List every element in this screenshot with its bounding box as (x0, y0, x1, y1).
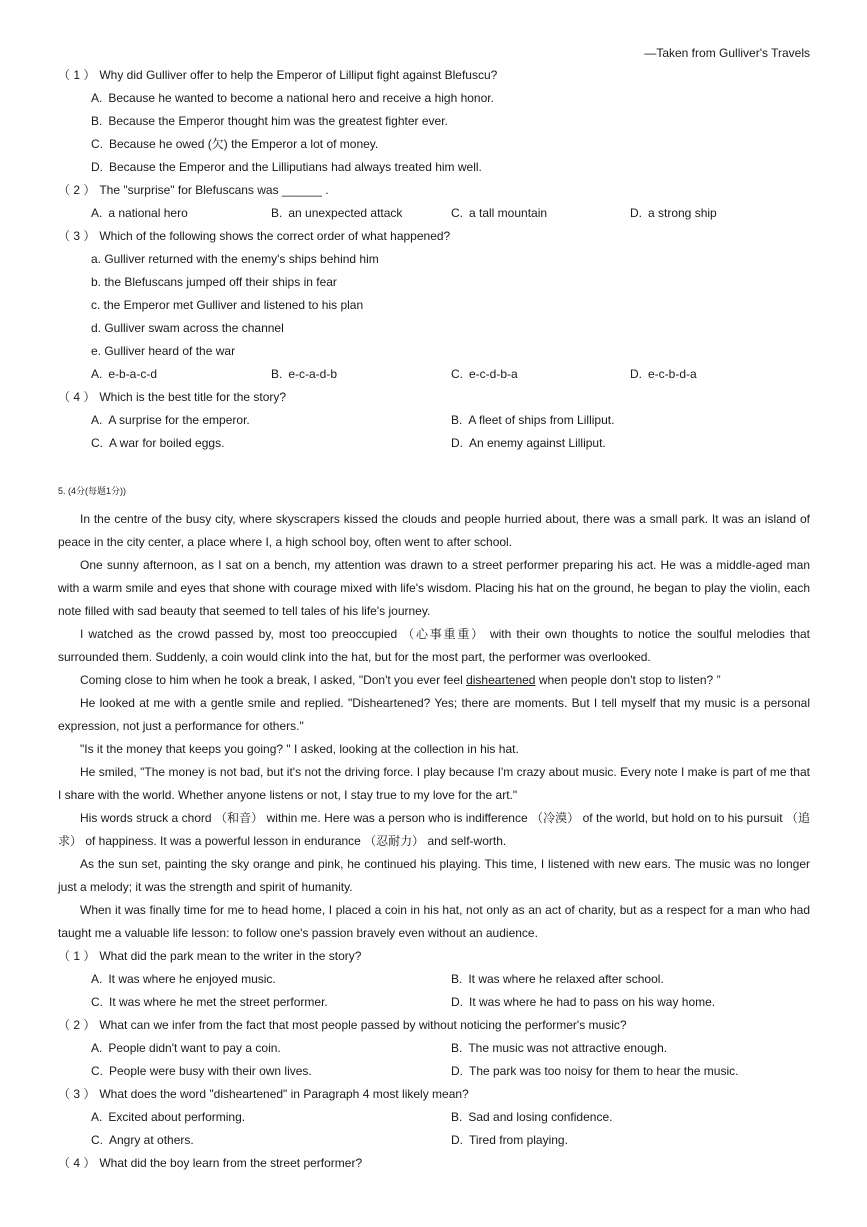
option-a[interactable]: A. e-b-a-c-d (91, 367, 158, 381)
question-number: （ 2 ） (58, 183, 96, 197)
option-row (58, 202, 810, 225)
source-attribution: —Taken from Gulliver's Travels (644, 46, 810, 60)
paragraph: "Is it the money that keeps you going? " I asked, looking at the collection in his hat. (80, 742, 519, 756)
option-row (58, 968, 810, 991)
event-item: e. Gulliver heard of the war (91, 344, 236, 358)
option-b[interactable]: B. It was where he relaxed after school. (451, 972, 664, 986)
question-text: The "surprise" for Blefuscans was ______ . (99, 183, 329, 197)
question-number: （ 4 ） (58, 1156, 96, 1170)
option-a[interactable]: A. People didn't want to pay a coin. (91, 1041, 281, 1055)
question-3 (58, 1083, 810, 1106)
option-row (58, 110, 810, 133)
question-1 (58, 64, 810, 87)
option-a[interactable]: A. Because he wanted to become a national hero and receive a high honor. (91, 91, 494, 105)
option-row (58, 156, 810, 179)
paragraph: When it was finally time for me to head home, I placed a coin in his hat, not only as an act of charity, but as a respect for a man who had taught me a valuable life lesson: to follow one's passion bravely even without an audience. (58, 903, 810, 940)
question-text: What did the park mean to the writer in the story? (99, 949, 362, 963)
question-text: Why did Gulliver offer to help the Emperor of Lilliput fight against Blefuscu? (99, 68, 498, 82)
option-b[interactable]: B. Because the Emperor thought him was the greatest fighter ever. (91, 114, 448, 128)
option-d[interactable]: D. a strong ship (630, 206, 717, 220)
question-text: What can we infer from the fact that most people passed by without noticing the performer's music? (99, 1018, 627, 1032)
paragraph: He looked at me with a gentle smile and replied. "Disheartened? Yes; there are moments. But I tell myself that my music is a personal expression, not just a performance for others." (58, 696, 810, 733)
option-row (58, 409, 810, 432)
option-row (58, 432, 810, 455)
question-text: Which is the best title for the story? (99, 390, 287, 404)
option-c[interactable]: C. It was where he met the street performer. (91, 995, 328, 1009)
paragraph: In the centre of the busy city, where skyscrapers kissed the clouds and people hurried about, there was a small park. It was an island of peace in the city center, a place where I, a high school boy, often went to after school. (58, 512, 810, 549)
paragraph: He smiled, "The money is not bad, but it's not the driving force. I play because I'm crazy about music. Every note I make is part of me that I share with the world. Whether anyone listens or not, I stay true to my love for the art." (58, 765, 810, 802)
event-item: d. Gulliver swam across the channel (91, 321, 284, 335)
option-d[interactable]: D. An enemy against Lilliput. (451, 436, 606, 450)
question-number: （ 1 ） (58, 68, 96, 82)
option-row (58, 87, 810, 110)
question-3 (58, 225, 810, 248)
event-item: a. Gulliver returned with the enemy's ships behind him (91, 252, 379, 266)
option-c[interactable]: C. a tall mountain (451, 206, 548, 220)
question-1 (58, 945, 810, 968)
question-number: （ 1 ） (58, 949, 96, 963)
option-c[interactable]: C. People were busy with their own lives. (91, 1064, 312, 1078)
option-c[interactable]: C. A war for boiled eggs. (91, 436, 225, 450)
paragraph: His words struck a chord （和音） within me. Here was a person who is indifference （冷漠） of the world, but hold on to his pursuit （追求） of happiness. It was a powerful lesson in endurance （忍耐力） and self-worth. (58, 811, 810, 848)
question-2 (58, 1014, 810, 1037)
event-item: b. the Blefuscans jumped off their ships in fear (91, 275, 337, 289)
option-row (58, 133, 810, 156)
question-text: What does the word "disheartened" in Paragraph 4 most likely mean? (99, 1087, 469, 1101)
option-d[interactable]: D. The park was too noisy for them to hear the music. (451, 1064, 739, 1078)
question-number: （ 3 ） (58, 1087, 96, 1101)
option-a[interactable]: A. A surprise for the emperor. (91, 413, 250, 427)
option-c[interactable]: C. Angry at others. (91, 1133, 194, 1147)
option-row (58, 1129, 810, 1152)
option-a[interactable]: A. Excited about performing. (91, 1110, 246, 1124)
option-c[interactable]: C. e-c-d-b-a (451, 367, 518, 381)
question-number: （ 4 ） (58, 390, 96, 404)
question-4 (58, 386, 810, 409)
paragraph: One sunny afternoon, as I sat on a bench, my attention was drawn to a street performer preparing his act. He was a middle-aged man with a warm smile and eyes that shone with courage mixed with life's wisdom. Placing his hat on the ground, he began to play the violin, each note filled with sad beauty that seemed to tell tales of his life's journey. (58, 558, 810, 618)
option-b[interactable]: B. e-c-a-d-b (271, 367, 338, 381)
option-a[interactable]: A. a national hero (91, 206, 188, 220)
paragraph: As the sun set, painting the sky orange and pink, he continued his playing. This time, I listened with new ears. The music was no longer just a melody; it was the strength and spirit of humanity. (58, 857, 810, 894)
question-2 (58, 179, 810, 202)
option-d[interactable]: D. Because the Emperor and the Lilliputians had always treated him well. (91, 160, 482, 174)
paragraph: I watched as the crowd passed by, most too preoccupied （心事重重） with their own thoughts to notice the soulful melodies that surrounded them. Suddenly, a coin would clink into the hat, but for the most part, the performer was overlooked. (58, 627, 810, 664)
question-4 (58, 1152, 810, 1175)
option-row (58, 1060, 810, 1083)
gulliver-questions (58, 64, 810, 455)
question-text: Which of the following shows the correct order of what happened? (99, 229, 451, 243)
option-a[interactable]: A. It was where he enjoyed music. (91, 972, 276, 986)
option-b[interactable]: B. Sad and losing confidence. (451, 1110, 613, 1124)
option-b[interactable]: B. an unexpected attack (271, 206, 403, 220)
option-d[interactable]: D. It was where he had to pass on his way home. (451, 995, 716, 1009)
section-heading: 5. (4分(每题1分)) (58, 486, 127, 496)
option-row (58, 363, 810, 386)
question-text: What did the boy learn from the street performer? (99, 1156, 363, 1170)
paragraph: Coming close to him when he took a break, I asked, "Don't you ever feel disheartened when people don't stop to listen? ” (80, 673, 721, 687)
event-item: c. the Emperor met Gulliver and listened to his plan (91, 298, 364, 312)
question-number: （ 2 ） (58, 1018, 96, 1032)
option-b[interactable]: B. The music was not attractive enough. (451, 1041, 668, 1055)
option-row (58, 991, 810, 1014)
option-d[interactable]: D. Tired from playing. (451, 1133, 568, 1147)
option-c[interactable]: C. Because he owed (欠) the Emperor a lot of money. (91, 137, 379, 151)
option-row (58, 1106, 810, 1129)
option-row (58, 1037, 810, 1060)
underlined-word: disheartened (466, 673, 536, 687)
option-d[interactable]: D. e-c-b-d-a (630, 367, 697, 381)
option-b[interactable]: B. A fleet of ships from Lilliput. (451, 413, 615, 427)
reading-passage (58, 508, 810, 1175)
question-number: （ 3 ） (58, 229, 96, 243)
